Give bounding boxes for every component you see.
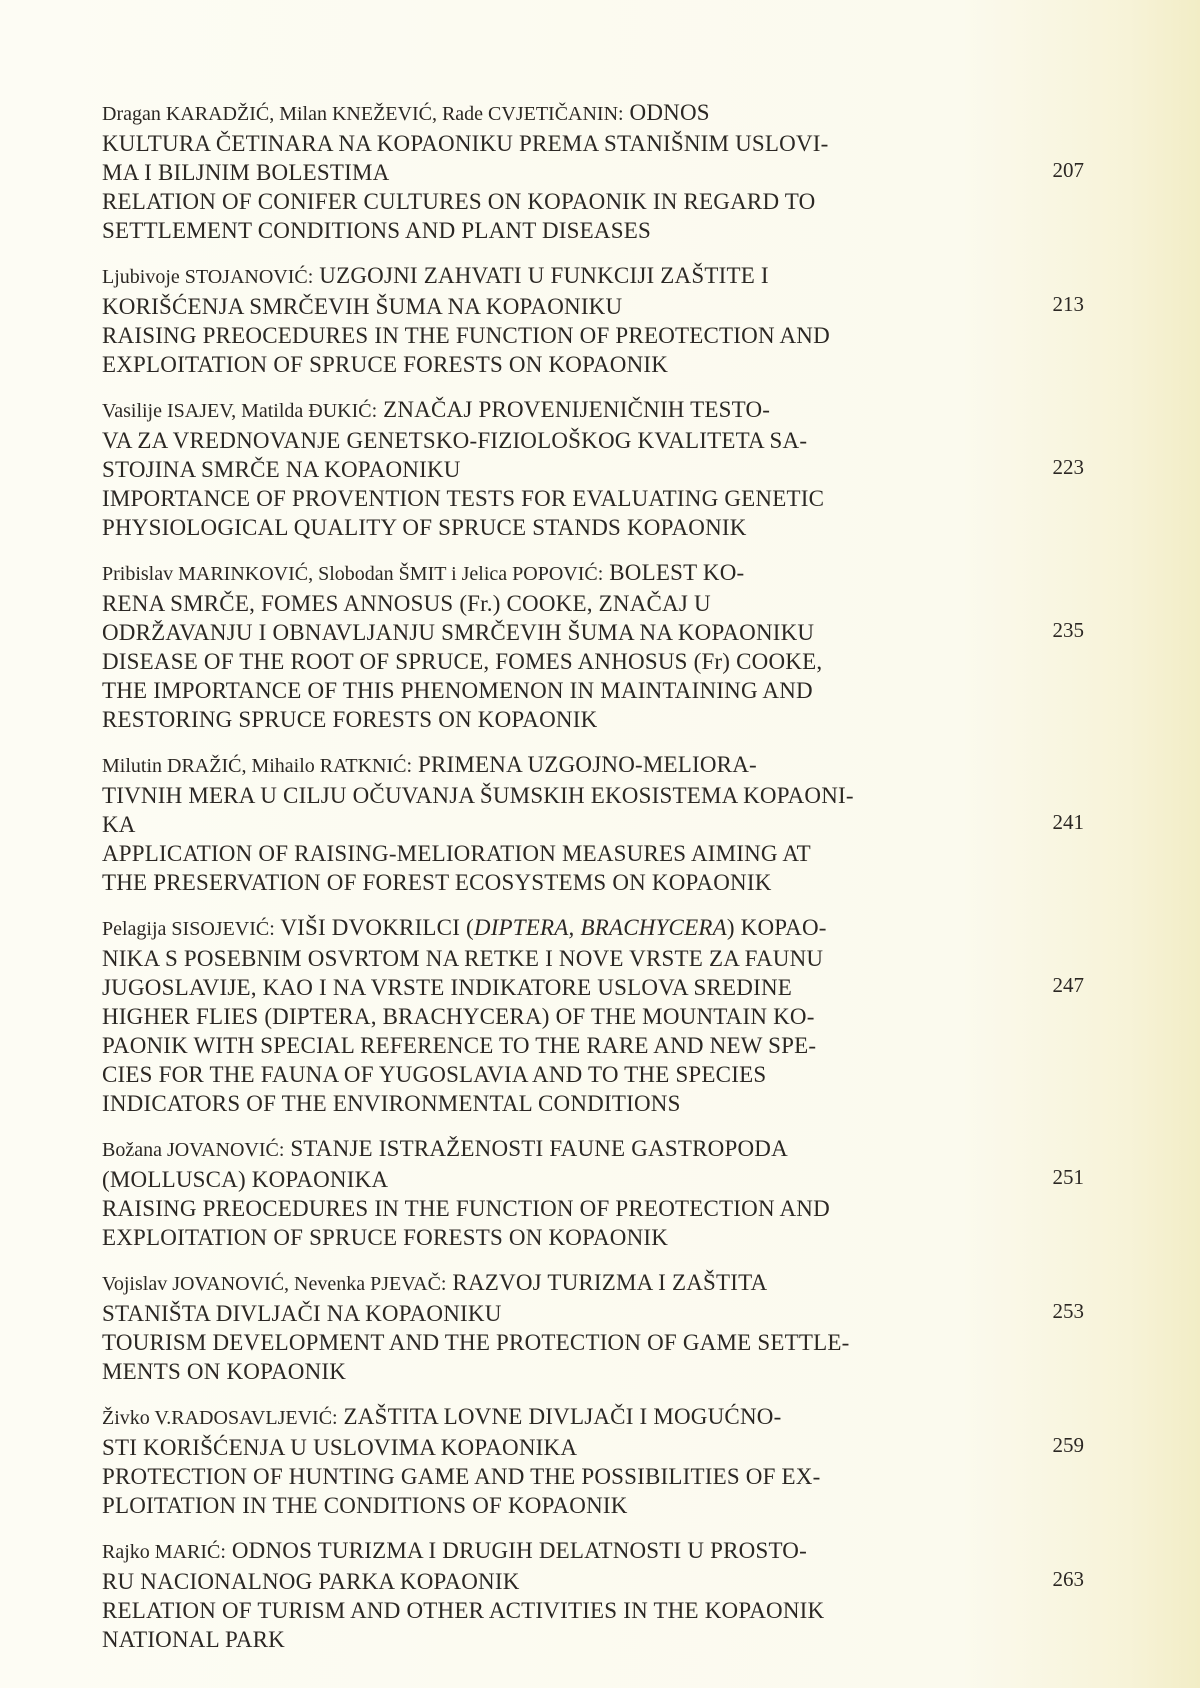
entry-line — [102, 1268, 982, 1299]
entry-line: SETTLEMENT CONDITIONS AND PLANT DISEASES — [102, 218, 651, 243]
entry-line: ODRŽAVANJU I OBNAVLJANJU SMRČEVIH ŠUMA NA KOPAONIKU — [102, 620, 815, 645]
entry-line — [102, 750, 982, 781]
entry-line — [102, 558, 982, 589]
entry-text — [102, 1536, 982, 1654]
entry-line: RAISING PREOCEDURES IN THE FUNCTION OF PREOTECTION AND — [102, 323, 830, 348]
entry-line — [102, 1134, 982, 1165]
entry-line — [102, 395, 982, 426]
entry-title-start: UZGOJNI ZAHVATI U FUNKCIJI ZAŠTITE I — [313, 263, 769, 288]
entry-text — [102, 558, 982, 734]
toc-entry — [102, 1134, 1092, 1252]
page-number: 253 — [1052, 1299, 1084, 1323]
toc-entry — [102, 913, 1092, 1118]
entry-line: MENTS ON KOPAONIK — [102, 1359, 347, 1384]
entry-authors: Dragan KARADŽIĆ, Milan KNEŽEVIĆ, Rade CVJETIČANIN: — [102, 103, 624, 125]
page-number: 235 — [1052, 618, 1084, 642]
entry-line: HIGHER FLIES (DIPTERA, BRACHYCERA) OF THE MOUNTAIN KO- — [102, 1004, 815, 1029]
entry-title-start: RAZVOJ TURIZMA I ZAŠTITA — [446, 1270, 768, 1295]
page-number: 241 — [1052, 810, 1084, 834]
entry-authors: Pribislav MARINKOVIĆ, Slobodan ŠMIT i Jelica POPOVIĆ: — [102, 563, 604, 585]
italic-taxon: DIPTERA, BRACHYCERA — [473, 915, 727, 940]
toc-entry — [102, 261, 1092, 379]
entry-line: RELATION OF CONIFER CULTURES ON KOPAONIK IN REGARD TO — [102, 189, 816, 214]
entry-authors: Živko V.RADOSAVLJEVIĆ: — [102, 1407, 338, 1429]
entry-line: TIVNIH MERA U CILJU OČUVANJA ŠUMSKIH EKOSISTEMA KOPAONI- — [102, 783, 854, 808]
entry-line: PAONIK WITH SPECIAL REFERENCE TO THE RARE AND NEW SPE- — [102, 1033, 817, 1058]
page-number: 259 — [1052, 1433, 1084, 1457]
entry-line: CIES FOR THE FAUNA OF YUGOSLAVIA AND TO THE SPECIES — [102, 1062, 767, 1087]
page-number: 263 — [1052, 1567, 1084, 1591]
entry-text — [102, 1268, 982, 1386]
toc-entry — [102, 750, 1092, 897]
entry-line: MA I BILJNIM BOLESTIMA — [102, 160, 390, 185]
entry-title-start: VIŠI DVOKRILCI ( — [274, 915, 474, 940]
entry-line: (MOLLUSCA) KOPAONIKA — [102, 1167, 389, 1192]
entry-line: PROTECTION OF HUNTING GAME AND THE POSSIBILITIES OF EX- — [102, 1464, 821, 1489]
toc-entry — [102, 1536, 1092, 1654]
entry-title-start: ZNAČAJ PROVENIJENIČNIH TESTO- — [377, 397, 771, 422]
entry-line: STI KORIŠĆENJA U USLOVIMA KOPAONIKA — [102, 1435, 578, 1460]
entry-line — [102, 261, 982, 292]
entry-title-start: BOLEST KO- — [603, 560, 745, 585]
entry-line: RELATION OF TURISM AND OTHER ACTIVITIES IN THE KOPAONIK — [102, 1598, 825, 1623]
entry-line: KORIŠĆENJA SMRČEVIH ŠUMA NA KOPAONIKU — [102, 294, 623, 319]
entry-text — [102, 1134, 982, 1252]
entry-line: PLOITATION IN THE CONDITIONS OF KOPAONIK — [102, 1493, 628, 1518]
entry-title-start: STANJE ISTRAŽENOSTI FAUNE GASTROPODA — [284, 1136, 788, 1161]
entry-line: IMPORTANCE OF PROVENTION TESTS FOR EVALUATING GENETIC — [102, 486, 825, 511]
toc-entry — [102, 395, 1092, 542]
entry-title-start: ODNOS — [623, 100, 710, 125]
entry-text — [102, 98, 982, 245]
entry-text — [102, 261, 982, 379]
entry-line: RESTORING SPRUCE FORESTS ON KOPAONIK — [102, 707, 598, 732]
entry-authors: Vasilije ISAJEV, Matilda ĐUKIĆ: — [102, 400, 378, 422]
toc-entry — [102, 558, 1092, 734]
entry-line: RU NACIONALNOG PARKA KOPAONIK — [102, 1569, 520, 1594]
page-number: 247 — [1052, 973, 1084, 997]
entry-line: NATIONAL PARK — [102, 1627, 285, 1652]
entry-authors: Božana JOVANOVIĆ: — [102, 1139, 285, 1161]
entry-authors: Vojislav JOVANOVIĆ, Nevenka PJEVAČ: — [102, 1273, 447, 1295]
page-number: 213 — [1052, 292, 1084, 316]
entry-title-rest: ) — [726, 915, 741, 940]
entry-line: THE IMPORTANCE OF THIS PHENOMENON IN MAINTAINING AND — [102, 678, 813, 703]
toc-entry — [102, 1402, 1092, 1520]
entry-line: STOJINA SMRČE NA KOPAONIKU — [102, 457, 461, 482]
page-number: 223 — [1052, 455, 1084, 479]
entry-line: RAISING PREOCEDURES IN THE FUNCTION OF PREOTECTION AND — [102, 1196, 830, 1221]
entry-line: KULTURA ČETINARA NA KOPAONIKU PREMA STANIŠNIM USLOVI- — [102, 131, 829, 156]
entry-line — [102, 1402, 982, 1433]
entry-line: DISEASE OF THE ROOT OF SPRUCE, FOMES ANHOSUS (Fr) COOKE, — [102, 649, 823, 674]
page-number: 251 — [1052, 1165, 1084, 1189]
entry-line: APPLICATION OF RAISING-MELIORATION MEASURES AIMING AT — [102, 841, 811, 866]
entry-line: PHYSIOLOGICAL QUALITY OF SPRUCE STANDS KOPAONIK — [102, 515, 747, 540]
entry-line: EXPLOITATION OF SPRUCE FORESTS ON KOPAONIK — [102, 352, 669, 377]
entry-text — [102, 913, 982, 1118]
entry-line: EXPLOITATION OF SPRUCE FORESTS ON KOPAONIK — [102, 1225, 669, 1250]
entry-line: VA ZA VREDNOVANJE GENETSKO-FIZIOLOŠKOG KVALITETA SA- — [102, 428, 808, 453]
entry-line: KA — [102, 812, 136, 837]
entry-line: THE PRESERVATION OF FOREST ECOSYSTEMS ON KOPAONIK — [102, 870, 772, 895]
page-number: 207 — [1052, 158, 1084, 182]
entry-text — [102, 395, 982, 542]
entry-line — [102, 1536, 982, 1567]
entry-line: NIKA S POSEBNIM OSVRTOM NA RETKE I NOVE VRSTE ZA FAUNU — [102, 946, 824, 971]
entry-authors: Milutin DRAŽIĆ, Mihailo RATKNIĆ: — [102, 755, 413, 777]
toc-entry — [102, 98, 1092, 245]
entry-title-start: PRIMENA UZGOJNO-MELIORA- — [412, 752, 757, 777]
entry-authors: Pelagija SISOJEVIĆ: — [102, 918, 275, 940]
toc-entry — [102, 1268, 1092, 1386]
entry-title-end: KOPAO- — [740, 915, 827, 940]
entry-line: JUGOSLAVIJE, KAO I NA VRSTE INDIKATORE USLOVA SREDINE — [102, 975, 792, 1000]
entry-line: RENA SMRČE, FOMES ANNOSUS (Fr.) COOKE, ZNAČAJ U — [102, 591, 711, 616]
entry-line: INDICATORS OF THE ENVIRONMENTAL CONDITIONS — [102, 1091, 681, 1116]
table-of-contents — [102, 98, 1092, 1670]
entry-title-start: ODNOS TURIZMA I DRUGIH DELATNOSTI U PROSTO- — [225, 1538, 807, 1563]
entry-line — [102, 913, 982, 944]
entry-authors: Ljubivoje STOJANOVIĆ: — [102, 266, 314, 288]
entry-text — [102, 1402, 982, 1520]
entry-authors: Rajko MARIĆ: — [102, 1541, 226, 1563]
entry-title-start: ZAŠTITA LOVNE DIVLJAČI I MOGUĆNO- — [337, 1404, 782, 1429]
entry-line: STANIŠTA DIVLJAČI NA KOPAONIKU — [102, 1301, 502, 1326]
entry-text — [102, 750, 982, 897]
entry-line — [102, 98, 982, 129]
entry-line: TOURISM DEVELOPMENT AND THE PROTECTION OF GAME SETTLE- — [102, 1330, 850, 1355]
